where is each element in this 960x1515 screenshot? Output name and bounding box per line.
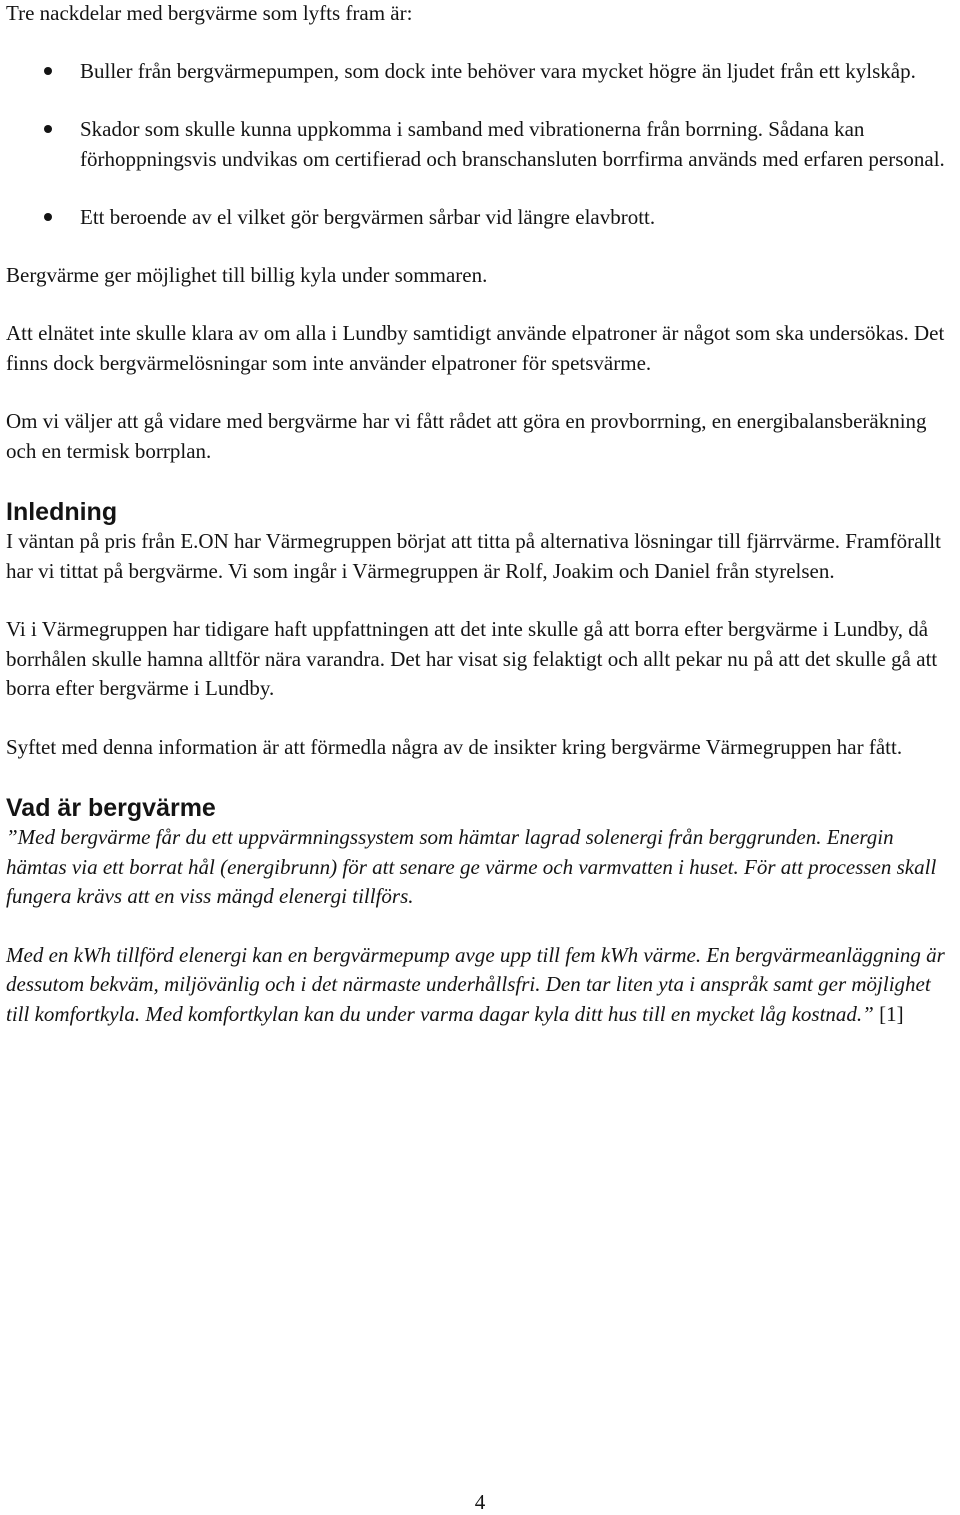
paragraph-inledning-1: I väntan på pris från E.ON har Värmegruppen börjat att titta på alternativa lösningar till fjärrvärme. Framförallt har vi tittat på bergvärme. Vi som ingår i Värmegruppen är Rolf, Joakim och Daniel från styrelsen. xyxy=(6,529,941,583)
heading-vad-ar-bergvarme: Vad är bergvärme xyxy=(6,794,216,822)
bullet-icon xyxy=(44,213,52,221)
paragraph-grid: Att elnätet inte skulle klara av om alla i Lundby samtidigt använde elpatroner är något som ska undersökas. Det finns dock bergvärmelösningar som inte använder elpatroner för spetsvärme. xyxy=(6,321,945,375)
paragraph-next-steps: Om vi väljer att gå vidare med bergvärme har vi fått rådet att göra en provborrning, en energibalansberäkning och en termisk borrplan. xyxy=(6,409,927,463)
list-item xyxy=(6,115,956,174)
list-item-text: Ett beroende av el vilket gör bergvärmen sårbar vid längre elavbrott. xyxy=(80,205,656,229)
heading-inledning: Inledning xyxy=(6,498,118,526)
paragraph-inledning-3: Syftet med denna information är att förmedla några av de insikter kring bergvärme Värmegruppen har fått. xyxy=(6,734,903,759)
page-number: 4 xyxy=(474,1490,486,1514)
document-page xyxy=(6,0,956,1058)
paragraph-inledning-2: Vi i Värmegruppen har tidigare haft uppfattningen att det inte skulle gå att borra efter bergvärme i Lundby, då borrhålen skulle hamna alltför nära varandra. Det har visat sig felaktigt och allt pekar nu på att det skulle gå att borra efter bergvärme i Lundby. xyxy=(6,617,938,700)
quote-text: Med en kWh tillförd elenergi kan en bergvärmepump avge upp till fem kWh värme. En bergvärmeanläggning är dessutom bekväm, miljövänlig och i det närmaste underhållsfri. Den tar liten yta i anspråk samt ger möjlighet till komfortkyla. Med komfortkylan kan du under varma dagar kyla ditt hus till en mycket låg kostnad.” xyxy=(6,942,945,1026)
bullet-icon xyxy=(44,67,52,75)
quote-paragraph-1: ”Med bergvärme får du ett uppvärmningssystem som hämtar lagrad solenergi från berggrunden. Energin hämtas via ett borrat hål (energibrunn) för att senare ge värme och varmvatten i huset. För att processen skall fungera krävs att en viss mängd elenergi tillförs. xyxy=(6,825,937,908)
disadvantages-list xyxy=(6,57,956,233)
list-item xyxy=(6,203,956,233)
list-item-text: Skador som skulle kunna uppkomma i samband med vibrationerna från borrning. Sådana kan förhoppningsvis undvikas om certifierad och branschansluten borrfirma används med erfaren personal. xyxy=(80,117,945,171)
paragraph-cooling: Bergvärme ger möjlighet till billig kyla under sommaren. xyxy=(6,262,488,287)
intro-text: Tre nackdelar med bergvärme som lyfts fram är: xyxy=(6,1,413,25)
reference-marker: [1] xyxy=(873,1001,904,1026)
quote-paragraph-2 xyxy=(6,941,956,1030)
list-item-text: Buller från bergvärmepumpen, som dock inte behöver vara mycket högre än ljudet från ett kylskåp. xyxy=(80,58,916,83)
bullet-icon xyxy=(44,125,52,133)
list-item xyxy=(6,57,956,87)
